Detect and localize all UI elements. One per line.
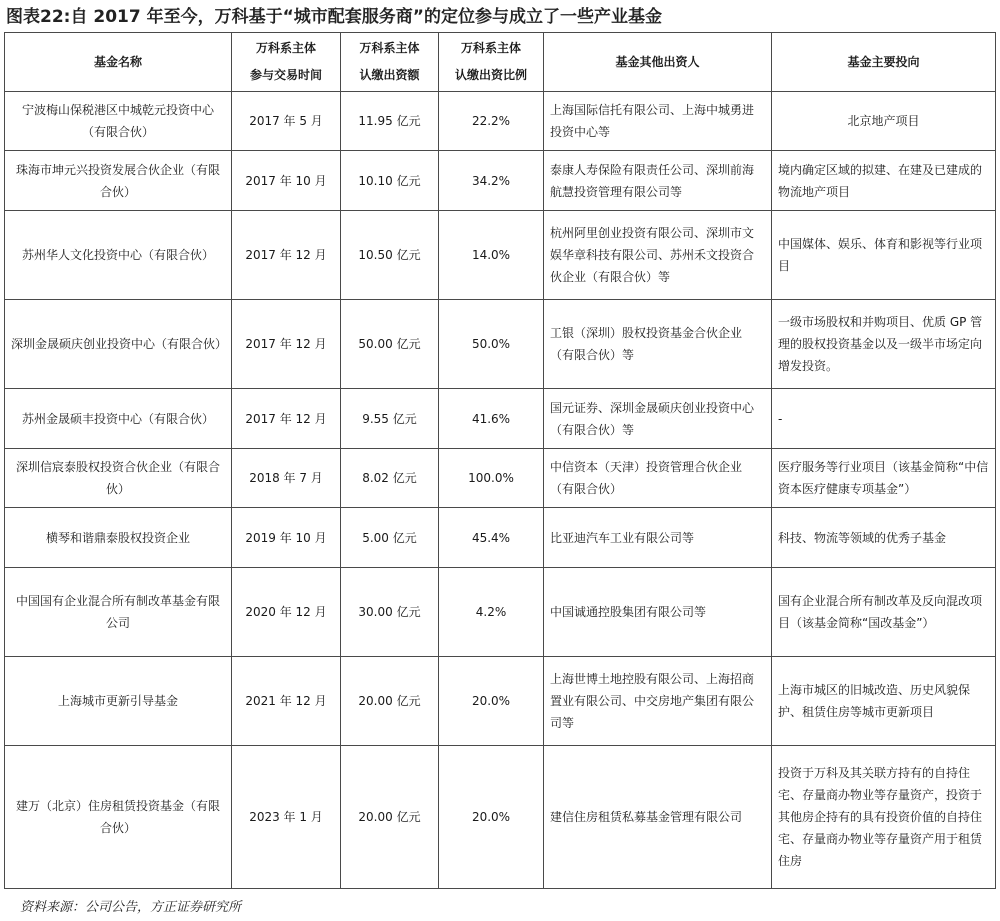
cell-amount: 30.00 亿元	[341, 568, 439, 657]
table-header-row	[5, 33, 996, 92]
figure-title: 图表22:自 2017 年至今，万科基于“城市配套服务商”的定位参与成立了一些产业基金	[6, 7, 662, 27]
table-row	[5, 746, 996, 889]
cell-partners: 中国诚通控股集团有限公司等	[544, 568, 772, 657]
table-row	[5, 568, 996, 657]
cell-ratio: 45.4%	[439, 508, 544, 568]
cell-direction: 上海市城区的旧城改造、历史风貌保护、租赁住房等城市更新项目	[772, 657, 996, 746]
cell-amount: 50.00 亿元	[341, 300, 439, 389]
header-amount: 万科系主体 认缴出资额	[341, 33, 439, 92]
cell-ratio: 14.0%	[439, 211, 544, 300]
header-direction: 基金主要投向	[772, 33, 996, 92]
cell-fund-name: 横琴和谐鼎泰股权投资企业	[5, 508, 232, 568]
cell-ratio: 20.0%	[439, 657, 544, 746]
cell-fund-name: 深圳金晟硕庆创业投资中心（有限合伙）	[5, 300, 232, 389]
cell-amount: 9.55 亿元	[341, 389, 439, 449]
fund-table-container	[4, 32, 995, 889]
cell-partners: 上海世博土地控股有限公司、上海招商置业有限公司、中交房地产集团有限公司等	[544, 657, 772, 746]
cell-join-time: 2017 年 12 月	[232, 211, 341, 300]
cell-direction: 医疗服务等行业项目（该基金简称“中信资本医疗健康专项基金”）	[772, 449, 996, 508]
source-note: 资料来源：公司公告，方正证券研究所	[20, 900, 242, 915]
cell-ratio: 34.2%	[439, 151, 544, 211]
cell-amount: 5.00 亿元	[341, 508, 439, 568]
cell-amount: 10.50 亿元	[341, 211, 439, 300]
cell-join-time: 2018 年 7 月	[232, 449, 341, 508]
cell-amount: 20.00 亿元	[341, 746, 439, 889]
cell-join-time: 2017 年 5 月	[232, 92, 341, 151]
table-row	[5, 449, 996, 508]
cell-ratio: 41.6%	[439, 389, 544, 449]
cell-join-time: 2020 年 12 月	[232, 568, 341, 657]
cell-fund-name: 建万（北京）住房租赁投资基金（有限合伙）	[5, 746, 232, 889]
cell-direction: 国有企业混合所有制改革及反向混改项目（该基金简称“国改基金”）	[772, 568, 996, 657]
table-row	[5, 657, 996, 746]
cell-partners: 上海国际信托有限公司、上海中城勇进投资中心等	[544, 92, 772, 151]
cell-direction: 一级市场股权和并购项目、优质 GP 管理的股权投资基金以及一级半市场定向增发投资。	[772, 300, 996, 389]
cell-fund-name: 苏州华人文化投资中心（有限合伙）	[5, 211, 232, 300]
cell-fund-name: 苏州金晟硕丰投资中心（有限合伙）	[5, 389, 232, 449]
cell-partners: 杭州阿里创业投资有限公司、深圳市文娱华章科技有限公司、苏州禾文投资合伙企业（有限合伙）等	[544, 211, 772, 300]
cell-ratio: 4.2%	[439, 568, 544, 657]
cell-partners: 泰康人寿保险有限责任公司、深圳前海航慧投资管理有限公司等	[544, 151, 772, 211]
cell-join-time: 2017 年 12 月	[232, 300, 341, 389]
table-row	[5, 151, 996, 211]
cell-fund-name: 上海城市更新引导基金	[5, 657, 232, 746]
cell-partners: 建信住房租赁私募基金管理有限公司	[544, 746, 772, 889]
cell-partners: 国元证券、深圳金晟硕庆创业投资中心（有限合伙）等	[544, 389, 772, 449]
header-join-time: 万科系主体 参与交易时间	[232, 33, 341, 92]
cell-amount: 8.02 亿元	[341, 449, 439, 508]
cell-join-time: 2021 年 12 月	[232, 657, 341, 746]
cell-direction: 中国媒体、娱乐、体育和影视等行业项目	[772, 211, 996, 300]
cell-join-time: 2017 年 12 月	[232, 389, 341, 449]
cell-direction: -	[772, 389, 996, 449]
cell-fund-name: 中国国有企业混合所有制改革基金有限公司	[5, 568, 232, 657]
cell-amount: 11.95 亿元	[341, 92, 439, 151]
cell-partners: 工银（深圳）股权投资基金合伙企业（有限合伙）等	[544, 300, 772, 389]
table-row	[5, 300, 996, 389]
header-partners: 基金其他出资人	[544, 33, 772, 92]
fund-table	[4, 32, 996, 889]
cell-partners: 中信资本（天津）投资管理合伙企业（有限合伙）	[544, 449, 772, 508]
cell-direction: 科技、物流等领域的优秀子基金	[772, 508, 996, 568]
cell-join-time: 2023 年 1 月	[232, 746, 341, 889]
table-row	[5, 508, 996, 568]
cell-fund-name: 深圳信宸泰股权投资合伙企业（有限合伙）	[5, 449, 232, 508]
cell-amount: 10.10 亿元	[341, 151, 439, 211]
cell-direction: 北京地产项目	[772, 92, 996, 151]
table-row	[5, 389, 996, 449]
cell-ratio: 22.2%	[439, 92, 544, 151]
cell-ratio: 100.0%	[439, 449, 544, 508]
header-ratio: 万科系主体 认缴出资比例	[439, 33, 544, 92]
cell-partners: 比亚迪汽车工业有限公司等	[544, 508, 772, 568]
cell-ratio: 50.0%	[439, 300, 544, 389]
table-row	[5, 92, 996, 151]
cell-direction: 境内确定区域的拟建、在建及已建成的物流地产项目	[772, 151, 996, 211]
cell-fund-name: 珠海市坤元兴投资发展合伙企业（有限合伙）	[5, 151, 232, 211]
cell-amount: 20.00 亿元	[341, 657, 439, 746]
header-fund-name: 基金名称	[5, 33, 232, 92]
cell-join-time: 2019 年 10 月	[232, 508, 341, 568]
cell-ratio: 20.0%	[439, 746, 544, 889]
cell-join-time: 2017 年 10 月	[232, 151, 341, 211]
table-row	[5, 211, 996, 300]
cell-fund-name: 宁波梅山保税港区中城乾元投资中心（有限合伙）	[5, 92, 232, 151]
cell-direction: 投资于万科及其关联方持有的自持住宅、存量商办物业等存量资产，投资于其他房企持有的具有投资价值的自持住宅、存量商办物业等存量资产用于租赁住房	[772, 746, 996, 889]
